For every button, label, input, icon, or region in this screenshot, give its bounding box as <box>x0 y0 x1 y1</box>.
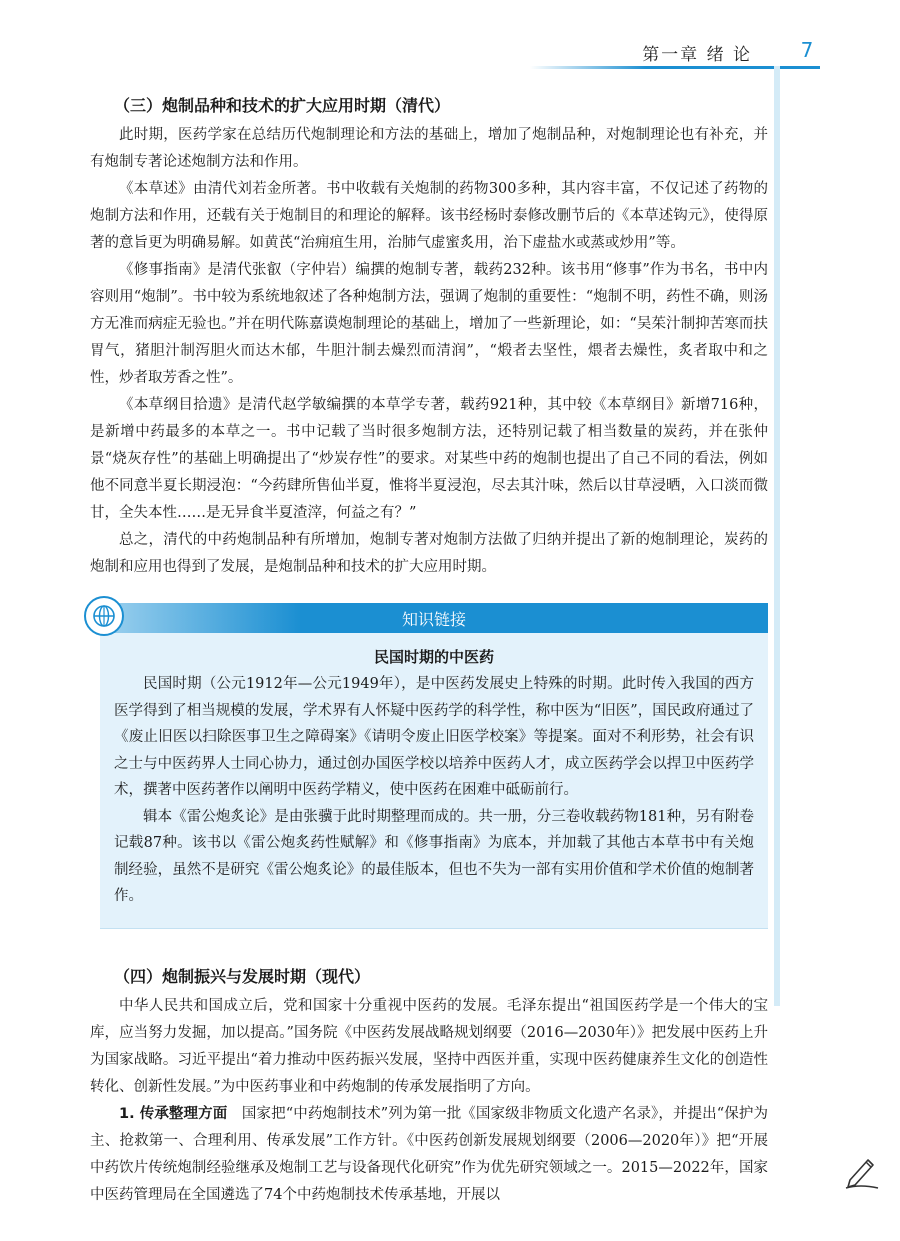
knowledge-link-body <box>100 633 768 929</box>
paragraph: 总之，清代的中药炮制品种有所增加，炮制专著对炮制方法做了归纳并提出了新的炮制理论，炭药的炮制和应用也得到了发展，是炮制品种和技术的扩大应用时期。 <box>90 532 768 575</box>
chapter-title: 第一章 绪 论 <box>642 45 752 65</box>
knowledge-link-banner <box>100 603 768 633</box>
section-3-title: （三）炮制品种和技术的扩大应用时期（清代） <box>114 96 451 115</box>
margin-bar <box>774 66 780 1006</box>
paragraph: 《修事指南》是清代张叡（字仲岩）编撰的炮制专著，载药232种。该书用“修事”作为书名，书中内容则用“炮制”。书中较为系统地叙述了各种炮制方法，强调了炮制的重要性：“炮制不明，药性不确，则汤方无准而病症无验也。”并在明代陈嘉谟炮制理论的基础上，增加了一些新理论，如：“吴茱汁制抑苦寒而扶胃气，猪胆汁制泻胆火而达木郁，牛胆汁制去燥烈而清润”，“煅者去坚性，煨者去燥性，炙者取中和之性，炒者取芳香之性”。 <box>90 262 768 386</box>
page-content <box>90 92 768 1209</box>
box-paragraph: 辑本《雷公炮炙论》是由张骥于此时期整理而成的。共一册，分三卷收载药物181种，另有附卷记载87种。该书以《雷公炮炙药性赋解》和《修事指南》为底本，并加载了其他古本草书中有关炮制经验，虽然不是研究《雷公炮炙论》的最佳版本，但也不失为一部有实用价值和学术价值的炮制著作。 <box>114 808 754 904</box>
paragraph: 《本草纲目拾遗》是清代赵学敏编撰的本草学专著，载药921种，其中较《本草纲目》新增716种，是新增中药最多的本草之一。书中记载了当时很多炮制方法，还特别记载了相当数量的炭药，并在张仲景“烧灰存性”的基础上明确提出了“炒炭存性”的要求。对某些中药的炮制也提出了自己不同的看法，例如他不同意半夏长期浸泡：“今药肆所售仙半夏，惟将半夏浸泡，尽去其汁味，然后以甘草浸晒，入口淡而微甘，全失本性……是无异食半夏渣滓，何益之有？” <box>90 397 768 521</box>
knowledge-link-box <box>90 603 768 929</box>
knowledge-link-title: 知识链接 <box>401 610 466 629</box>
knowledge-link-subtitle: 民国时期的中医药 <box>373 648 494 666</box>
paragraph: 《本草述》由清代刘若金所著。书中收载有关炮制的药物300多种，其内容丰富，不仅记述了药物的炮制方法和作用，还载有关于炮制目的和理论的解释。该书经杨时泰修改删节后的《本草述钩元》，使得原著的意旨更为明确易解。如黄芪“治痈疽生用，治肺气虚蜜炙用，治下虚盐水或蒸或炒用”等。 <box>90 181 768 251</box>
paragraph: 此时期，医药学家在总结历代炮制理论和方法的基础上，增加了炮制品种，对炮制理论也有补充，并有炮制专著论述炮制方法和作用。 <box>90 127 768 170</box>
page-header <box>0 0 900 72</box>
pen-icon <box>842 1154 882 1194</box>
paragraph-item-1 <box>90 1101 768 1209</box>
globe-icon <box>84 596 124 636</box>
page-number: 7 <box>800 38 814 62</box>
paragraph: 中华人民共和国成立后，党和国家十分重视中医药的发展。毛泽东提出“祖国医药学是一个伟大的宝库，应当努力发掘，加以提高。”国务院《中医药发展战略规划纲要（2016—2030年）》把发展中医药上升为国家战略。习近平提出“着力推动中医药振兴发展，坚持中西医并重，实现中医药健康养生文化的创造性转化、创新性发展。”为中医药事业和中药炮制的传承发展指明了方向。 <box>90 997 768 1095</box>
box-paragraph: 民国时期（公元1912年—公元1949年），是中医药发展史上特殊的时期。此时传入我国的西方医学得到了相当规模的发展，学术界有人怀疑中医药学的科学性，称中医为“旧医”，国民政府通过了《废止旧医以扫除医事卫生之障碍案》《请明令废止旧医学校案》等提案。面对不利形势，社会有识之士与中医药界人士同心协力，通过创办国医学校以培养中医药人才，成立医药学会以捍卫中医药学术，撰著中医药著作以阐明中医药学精义，使中医药在困难中砥砺前行。 <box>114 676 754 798</box>
item-1-heading: 1. 传承整理方面 <box>119 1105 228 1122</box>
section-4-title: （四）炮制振兴与发展时期（现代） <box>114 966 371 986</box>
item-1-text: 国家把“中药炮制技术”列为第一批《国家级非物质文化遗产名录》，并提出“保护为主、抢救第一、合理利用、传承发展”工作方针。《中医药创新发展规划纲要（2006—2020年）》把“开展中药饮片传统炮制经验继承及炮制工艺与设备现代化研究”作为优先研究领域之一。2015—2022年，国家中医药管理局在全国遴选了74个中药炮制技术传承基地，开展以 <box>90 1105 768 1203</box>
